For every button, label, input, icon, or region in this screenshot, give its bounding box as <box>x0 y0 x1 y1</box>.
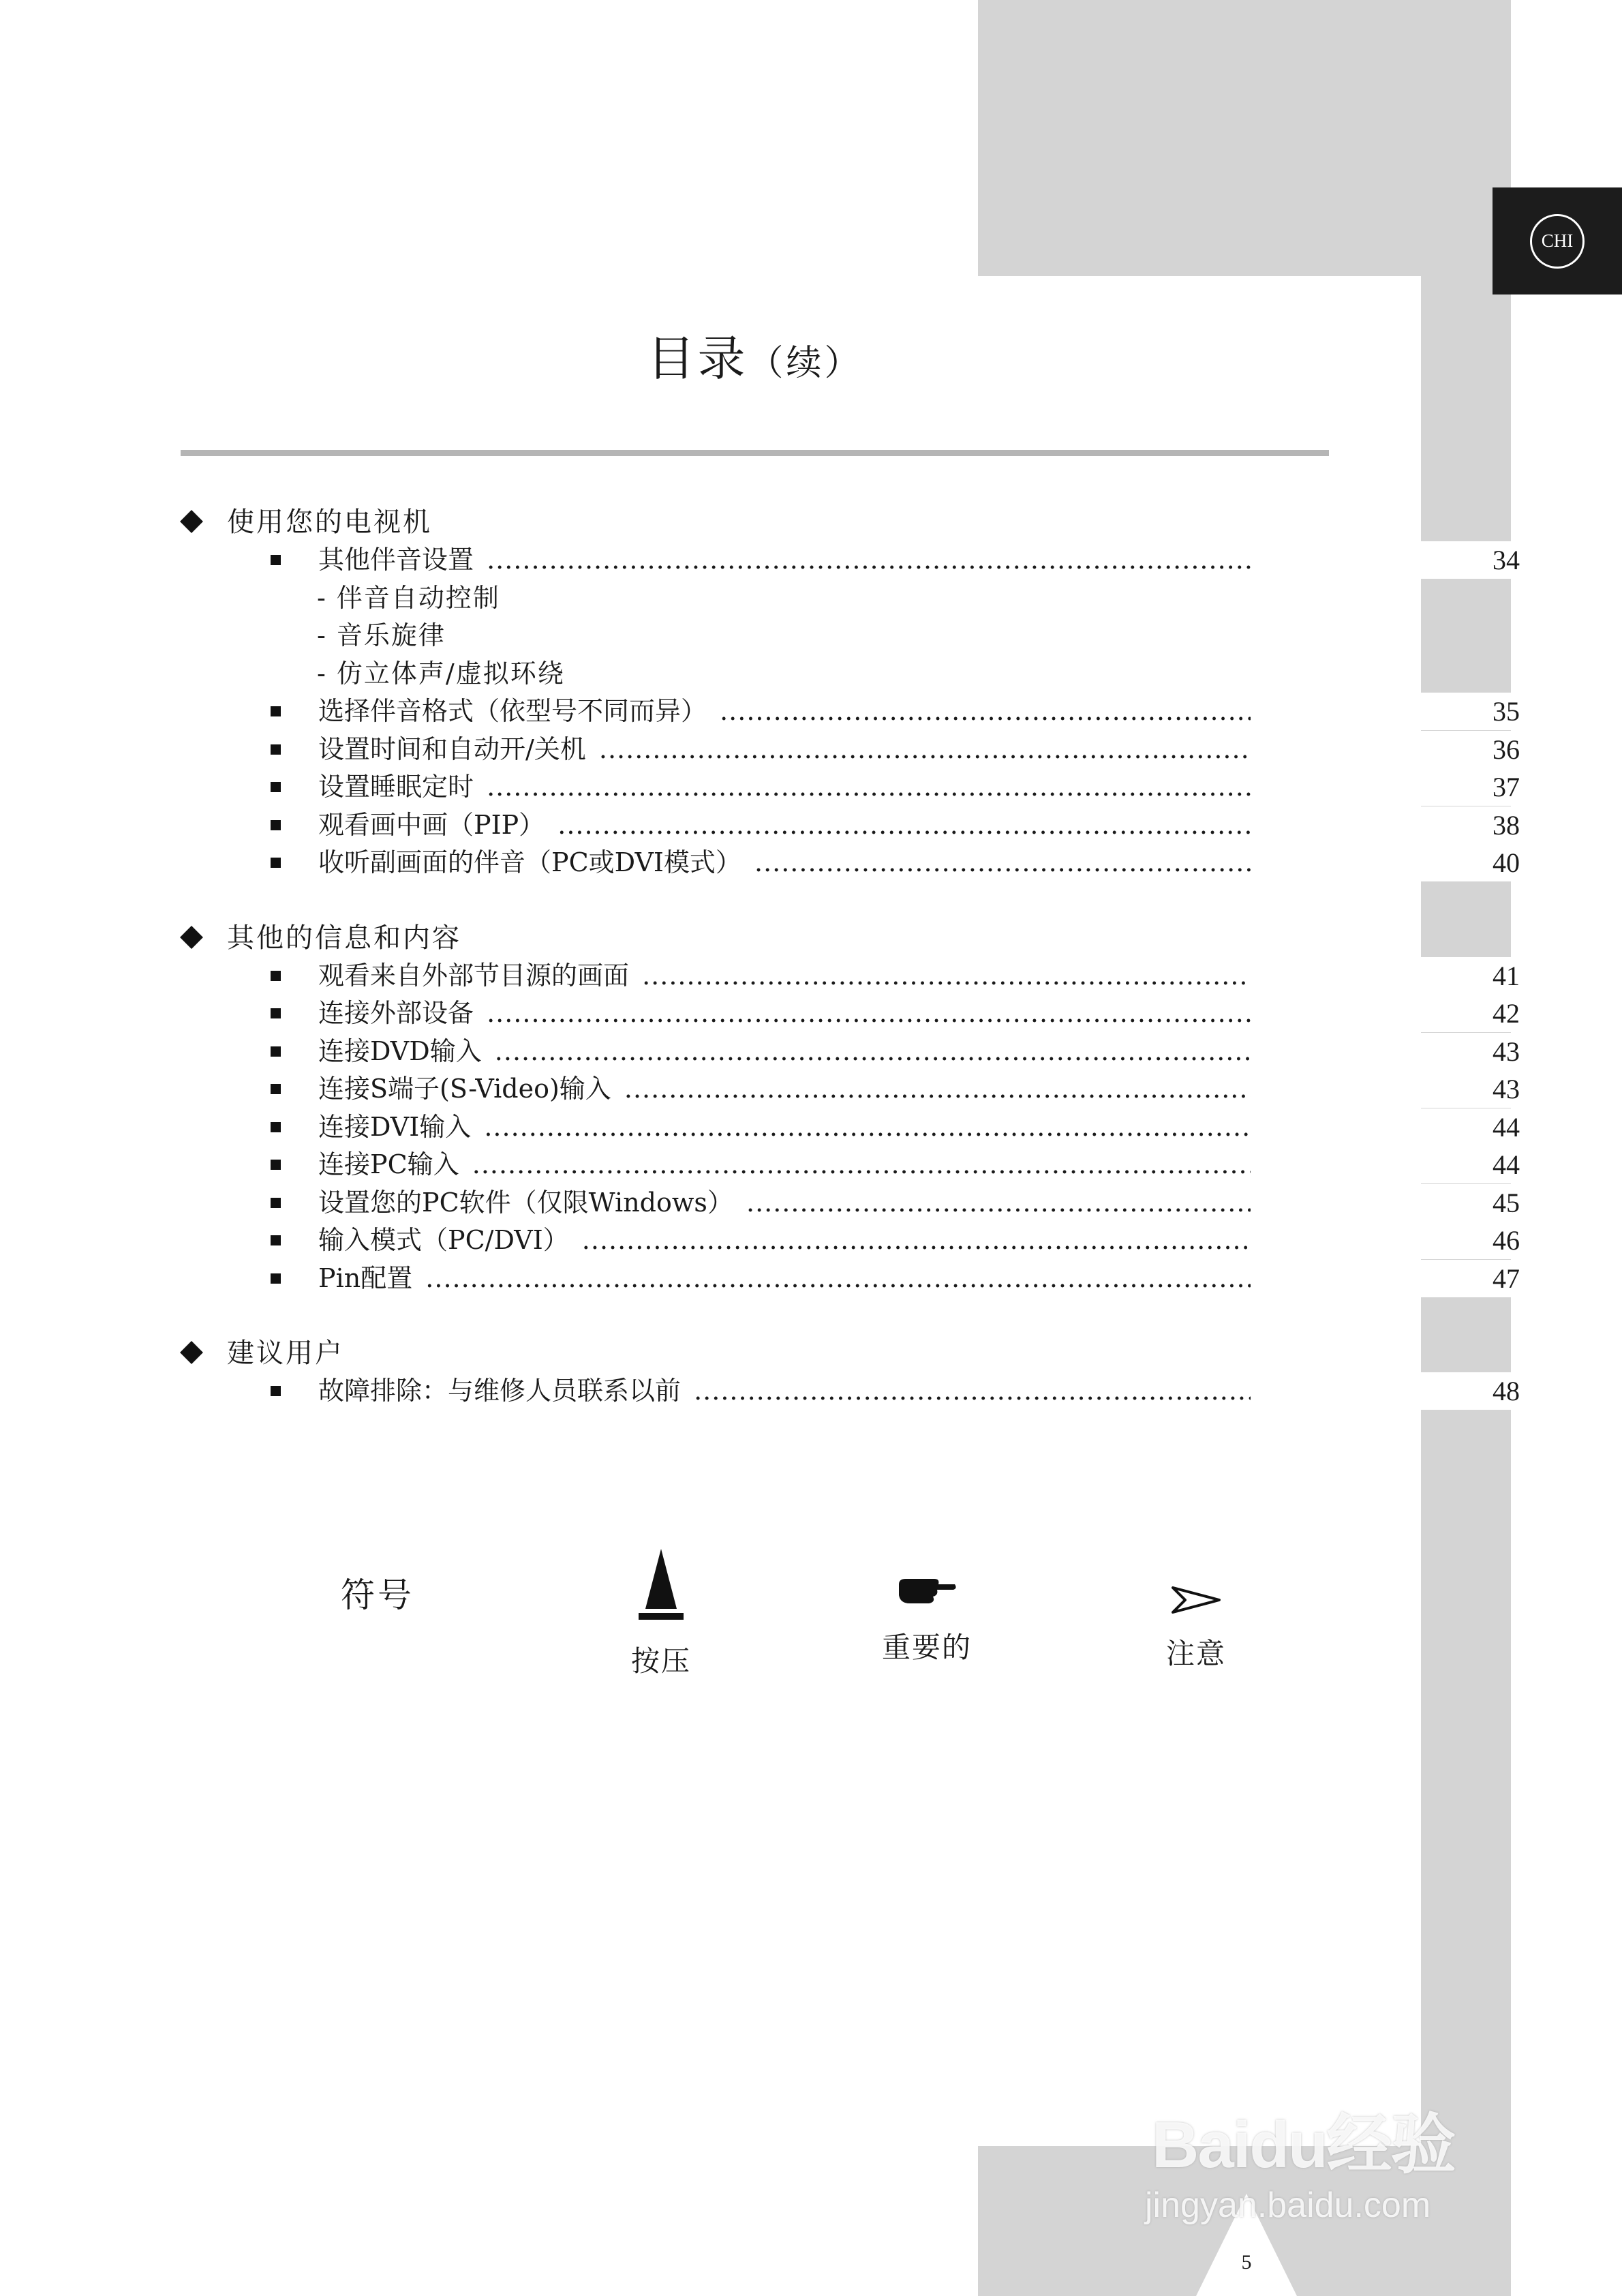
toc-entry-label: 设置时间和自动开/关机 <box>318 734 590 764</box>
toc-entry <box>181 1372 1520 1410</box>
toc-page-number: 40 <box>1493 847 1520 878</box>
toc-page-number: 37 <box>1493 772 1520 802</box>
toc-entry-label: 输入模式（PC/DVI） <box>318 1225 573 1255</box>
toc-entry <box>181 806 1520 845</box>
watermark-url: jingyan.baidu.com <box>1145 2186 1431 2225</box>
pointing-hand-icon <box>896 1575 958 1609</box>
toc-page-number: 42 <box>1493 998 1520 1029</box>
toc-entry <box>181 844 1520 882</box>
toc-page-number: 46 <box>1493 1225 1520 1256</box>
square-bullet-icon <box>271 1273 281 1284</box>
section-title <box>181 503 1339 541</box>
toc-page-number: 44 <box>1493 1111 1520 1143</box>
square-bullet-icon <box>271 1008 281 1018</box>
toc-subitem: - 音乐旋律 <box>317 620 446 650</box>
baidu-watermark <box>1145 2059 1527 2250</box>
toc-entry-label: Pin配置 <box>318 1263 416 1293</box>
symbol-press-label: 按压 <box>630 1644 691 1678</box>
toc-entry-label: 故障排除：与维修人员联系以前 <box>318 1376 685 1406</box>
toc-entry-label: 设置您的PC软件（仅限Windows） <box>318 1188 737 1218</box>
toc-page-number: 44 <box>1493 1149 1520 1180</box>
square-bullet-icon <box>271 1235 281 1245</box>
language-tab-label: CHI <box>1530 214 1585 269</box>
square-bullet-icon <box>271 1386 281 1396</box>
toc-page-number: 41 <box>1493 960 1520 991</box>
page-title-text: 目录 <box>647 331 748 387</box>
toc-section <box>181 1334 1520 1410</box>
press-icon <box>637 1547 685 1622</box>
toc-entry-label: 连接DVD输入 <box>318 1036 486 1066</box>
square-bullet-icon <box>271 744 281 755</box>
toc-entry-label: 观看来自外部节目源的画面 <box>318 961 633 991</box>
toc-entry-label: 连接外部设备 <box>318 998 478 1028</box>
diamond-bullet-icon <box>180 510 203 533</box>
section-title-text: 使用您的电视机 <box>227 507 432 538</box>
symbols-label: 符号 <box>341 1575 414 1615</box>
toc-entry <box>181 1108 1520 1147</box>
toc-entry <box>181 768 1520 806</box>
square-bullet-icon <box>271 820 281 830</box>
toc-entry <box>181 1146 1520 1184</box>
toc-entry-label: 其他伴音设置 <box>318 545 478 575</box>
toc-section <box>181 919 1520 1298</box>
symbol-note-label: 注意 <box>1165 1637 1226 1670</box>
toc-subitem: - 伴音自动控制 <box>317 582 500 613</box>
symbol-important <box>859 1575 995 1666</box>
toc-page-number: 47 <box>1493 1263 1520 1294</box>
toc-page-number: 43 <box>1493 1074 1520 1104</box>
toc-entry <box>181 693 1520 731</box>
square-bullet-icon <box>271 1122 281 1132</box>
toc-page-number: 43 <box>1493 1036 1520 1067</box>
toc-page-number: 48 <box>1493 1376 1520 1406</box>
page-number: 5 <box>1241 2251 1252 2274</box>
table-of-contents <box>181 503 1520 1447</box>
toc-entry-label: 设置睡眠定时 <box>318 772 478 802</box>
toc-entry <box>181 541 1520 579</box>
toc-entry-label: 选择伴音格式（依型号不同而异） <box>318 696 711 726</box>
watermark-logo: Baidu经验 <box>1152 2109 1455 2181</box>
square-bullet-icon <box>271 858 281 868</box>
section-title <box>181 1334 1339 1372</box>
toc-entry <box>181 1260 1520 1298</box>
toc-entry <box>181 1033 1520 1071</box>
square-bullet-icon <box>271 971 281 981</box>
toc-entry <box>181 957 1520 995</box>
toc-section <box>181 503 1520 882</box>
section-title-text: 建议用户 <box>227 1338 344 1369</box>
toc-entry-label: 连接S端子(S-Video)输入 <box>318 1074 615 1104</box>
toc-entry <box>181 1070 1520 1108</box>
toc-page-number: 38 <box>1493 809 1520 841</box>
section-title-text: 其他的信息和内容 <box>227 922 461 954</box>
toc-page-number: 45 <box>1493 1187 1520 1218</box>
toc-entry <box>181 1184 1520 1222</box>
page-title-continued: （续） <box>748 343 863 384</box>
language-tab <box>1493 187 1622 294</box>
square-bullet-icon <box>271 1160 281 1170</box>
toc-entry <box>181 995 1520 1033</box>
symbol-press <box>613 1547 709 1680</box>
arrow-icon <box>1170 1585 1222 1615</box>
square-bullet-icon <box>271 1198 281 1208</box>
title-divider <box>181 450 1329 456</box>
toc-entry-label: 连接PC输入 <box>318 1149 463 1179</box>
toc-page-number: 36 <box>1493 734 1520 765</box>
section-title <box>181 919 1339 957</box>
symbol-note <box>1138 1585 1254 1672</box>
toc-entry <box>181 731 1520 769</box>
toc-entry-label: 收听副画面的伴音（PC或DVI模式） <box>318 847 746 877</box>
square-bullet-icon <box>271 782 281 792</box>
symbol-important-label: 重要的 <box>881 1631 972 1664</box>
page-title <box>181 320 1329 389</box>
toc-entry-label: 观看画中画（PIP） <box>318 810 549 840</box>
square-bullet-icon <box>271 1084 281 1094</box>
square-bullet-icon <box>271 1046 281 1057</box>
toc-subitem: - 仿立体声/虚拟环绕 <box>317 658 565 689</box>
toc-entry-label: 连接DVI输入 <box>318 1112 475 1142</box>
square-bullet-icon <box>271 706 281 716</box>
diamond-bullet-icon <box>180 926 203 949</box>
toc-page-number: 34 <box>1493 545 1520 575</box>
toc-page-number: 35 <box>1493 696 1520 727</box>
toc-entry <box>181 1222 1520 1260</box>
diamond-bullet-icon <box>180 1341 203 1364</box>
square-bullet-icon <box>271 555 281 565</box>
